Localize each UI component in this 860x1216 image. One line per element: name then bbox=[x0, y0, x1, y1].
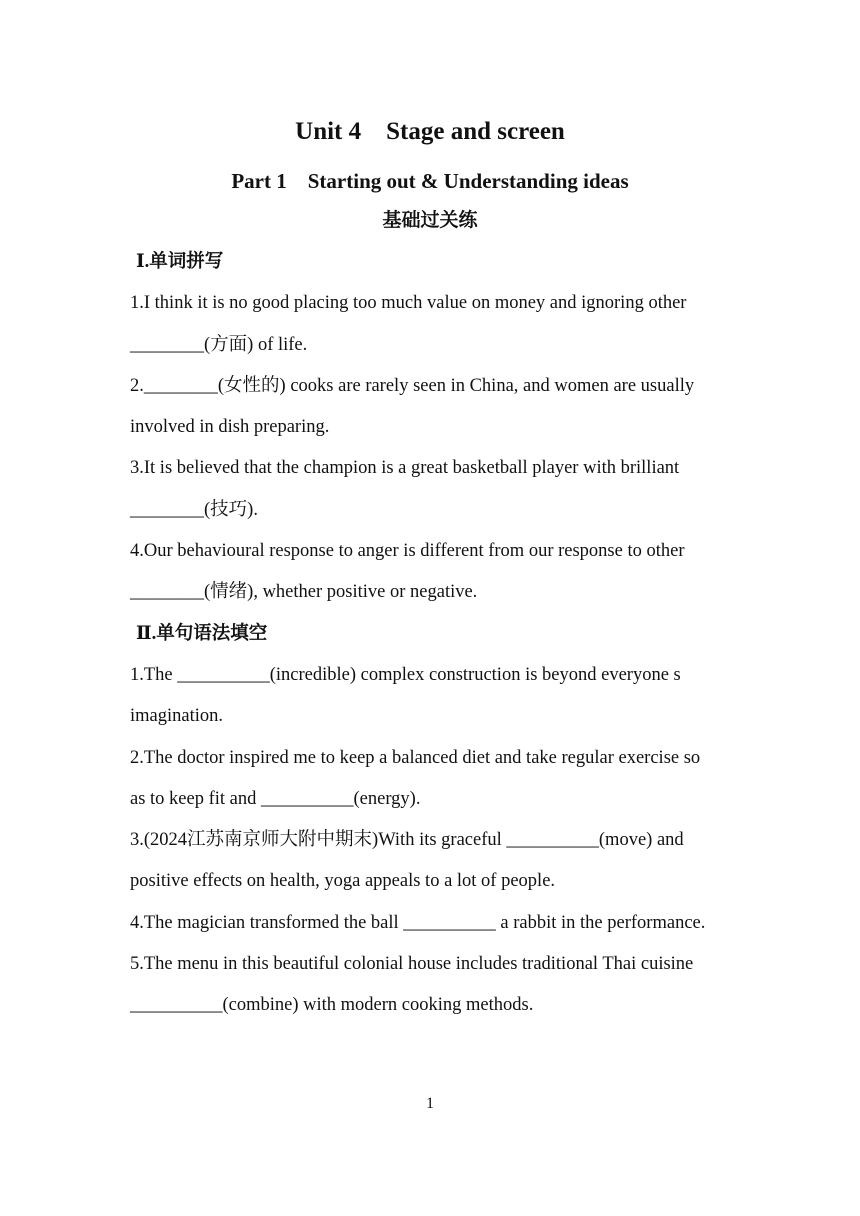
section-heading-grammar: Ⅱ.单句语法填空 bbox=[136, 623, 268, 644]
grammar-item: 1.The __________(incredible) complex construction is beyond everyone s imagination. bbox=[130, 664, 681, 727]
page-number: 1 bbox=[426, 1095, 434, 1112]
spelling-item: 3.It is believed that the champion is a great basketball player with brilliant ________(技巧). bbox=[130, 458, 680, 520]
grammar-item: 5.The menu in this beautiful colonial house includes traditional Thai cuisine __________(combine) with modern cooking methods. bbox=[130, 954, 694, 1016]
spelling-item: 2.________(女性的) cooks are rarely seen in China, and women are usually involved in dish preparing. bbox=[130, 375, 695, 438]
unit-title: Unit 4 Stage and screen bbox=[295, 118, 565, 145]
grammar-item: 4.The magician transformed the ball __________ a rabbit in the performance. bbox=[130, 912, 706, 933]
grammar-item: 2.The doctor inspired me to keep a balanced diet and take regular exercise so as to keep fit and __________(energy). bbox=[130, 747, 701, 809]
part-title: Part 1 Starting out & Understanding ideas bbox=[231, 169, 629, 193]
section-heading-spelling: Ⅰ.单词拼写 bbox=[136, 252, 224, 272]
spelling-item: 1.I think it is no good placing too much value on money and ignoring other ________(方面) of life. bbox=[130, 293, 687, 355]
grammar-item: 3.(2024江苏南京师大附中期末)With its graceful __________(move) and positive effects on health, yoga appeals to a lot of people. bbox=[130, 830, 684, 892]
spelling-item: 4.Our behavioural response to anger is different from our response to other ________(情绪), whether positive or negative. bbox=[130, 541, 685, 603]
exercise-body bbox=[130, 242, 720, 1027]
exercise-subtitle: 基础过关练 bbox=[382, 210, 478, 231]
